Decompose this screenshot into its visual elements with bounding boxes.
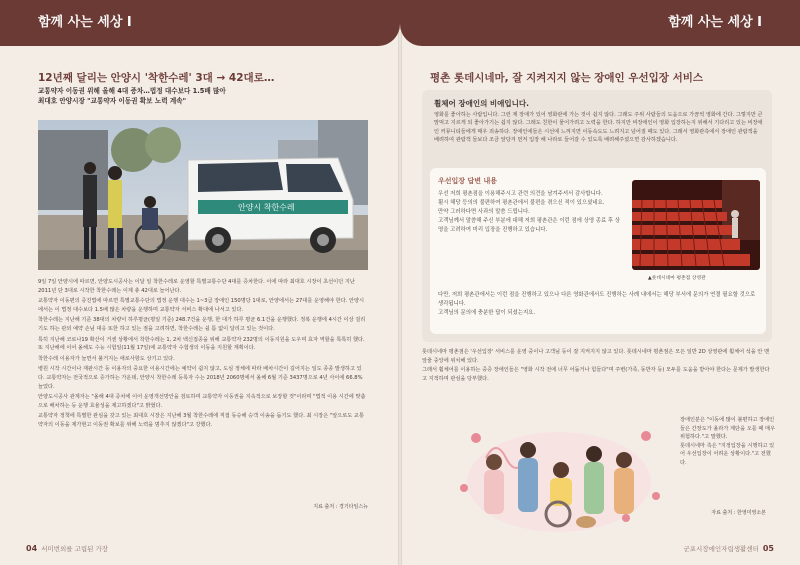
theater-seats-illustration (632, 180, 760, 270)
right-side-paragraph: 장애인분은 "이동에 많이 불편하고 장애인들은 간장도가 올라가 계단을 오를 때 매우 위험하다."고 말했다. (680, 417, 776, 441)
complaint-title: 휠체어 장애인의 비애입니다. (434, 99, 530, 108)
left-subheadline-2: 최대호 안양시장 "교통약자 이동권 확보 노력 계속" (38, 96, 187, 105)
right-side-paragraph: 롯데시네마 측은 "지정입장을 시행하고 있어 우선입장이 어려운 상황이다."고 전했다. (680, 442, 775, 466)
left-headline: 12년째 달리는 안양시 '착한수레' 3대 → 42대로… (38, 72, 275, 84)
right-page-number: 05 (762, 544, 774, 553)
left-article-body (38, 278, 368, 432)
left-paragraph: 9일 7일 안양시에 따르면, 안양도시공사는 이달 일 착한수레로 운영할 특별교통수단 4대를 증차한다. 이에 따라 최대호 시장이 초선이던 지난 2011년 단 3대로 시작한 착한수레는 이제 총 42대로 늘어난다. (38, 279, 355, 294)
wheelchair-van-photo (38, 120, 368, 270)
right-side-text (680, 416, 776, 468)
theater-photo (632, 180, 760, 270)
left-subheadline-1: 교통약자 이동권 위해 올해 4대 증차…법정 대수보다 1.5배 많아 (38, 87, 226, 95)
right-footer-text: 군포시장애인자립생활센터 (683, 545, 759, 553)
right-headline: 평촌 롯데시네마, 잘 지켜지지 않는 장애인 우선입장 서비스 (430, 72, 704, 84)
reply-line: 우선 저희 평촌점을 이용해주시고 관련 의견을 남겨주셔서 감사합니다. (438, 191, 603, 197)
left-paragraph: 교통약자 이동편의 증진법에 따르면 특별교통수단의 법정 운행 대수는 1~3급 장애인 150명당 1대로, 안양에서는 27대를 운영해야 한다. 안양시에서는 이 법정 대수보다 1.5배 많은 차량을 운행하며 교통약자 서비스 확대에 나서고 있다. (38, 298, 365, 313)
left-subheadline (38, 87, 226, 106)
reply-line: 고객님의 문의에 충분한 답이 되셨는지요. (438, 309, 536, 316)
family-illustration (446, 418, 672, 538)
reply-line: 다만, 저희 평촌관에서는 이런 점을 진행하고 있으나 다른 영화관에서도 진행하는 사례 내에서는 해당 부서에 문의가 연결 필요할 것으로 생각됩니다. (438, 292, 756, 307)
left-paragraph: 병원 시작 시간이나 재판시간 등 이용자의 중요한 이용시간에는 예약이 쉽지 않고, 도심 정체에 따라 배차시간이 길어지는 일도 종종 발생하고 있다. 교통약자는 전국적으로 증가하는 가운데, 안양시 착한수레 등록자 수는 2018년 2060명에서 올해 6월 기준 3437명으로 4년 사이에 66.8% 늘었다. (38, 366, 363, 390)
right-page-header: 함께 사는 세상 Ⅰ (400, 0, 800, 46)
left-footer-text: 서미번외를 고립된 가장 (41, 545, 109, 553)
right-page (400, 0, 800, 565)
reply-title: 우선입장 답변 내용 (438, 177, 497, 185)
people-with-wheelchair-illustration (446, 418, 672, 538)
right-footer (684, 544, 775, 553)
right-paragraph: 롯데시네마 평촌점은 '우선입장' 서비스를 운영 중이나 고객님 등이 잘 지켜지지 않고 있다. 롯데시네마 평촌점은 모든 일반 2D 상영관에 휠체어 석을 안 맨 앞줄 중앙에 위치해 있다. (422, 349, 770, 364)
van-illustration (38, 120, 368, 270)
left-page-number: 04 (26, 544, 38, 553)
reply-line: 휠시 해당 등의의 불편하여 평촌관에서 불편을 겪으신 적이 있으셨네요. (438, 199, 605, 206)
left-paragraph: 특히 지난해 코로나19 확산이 거센 상황에서 착한수레는 1, 2차 백신접종을 위해 교통약자 232명의 이동지원을 도우며 효자 역할을 톡톡히 했다. 또 지난해에 이어 올해도 수능 시험일(11월 17일)에 교통약자 수험생의 이동을 지원할 계획이다. (38, 336, 365, 352)
left-page-header: 함께 사는 세상 Ⅰ (0, 0, 400, 46)
left-paragraph: 교통약자 정책에 특별한 관심을 갖고 있는 최대호 시장은 지난해 3월 착한수레에 직접 동승해 승객 이송을 돕기도 했다. 최 시장은 "앞으로도 교통약자의 이동을 제가현고 이동권 확보를 위해 노력을 멈추지 않겠다"고 강했다. (38, 413, 364, 428)
left-paragraph: 착한수레는 지난해 기준 38대의 차량이 하루평균(평일 기준) 248.7건을 운행, 한 대가 하루 평균 6.1건을 운행했다. 정복 운행에 4시간 이상 걸리기도 하는 관외 예약 손님 대응 또한 하고 있는 점을 고려하면, 착한수레는 쉴 틈 없이 달리고 있는 것이다. (38, 317, 366, 332)
left-paragraph: 착한수레 이용자가 늘면서 불거지는 애로사항도 상기고 있다. (38, 355, 175, 362)
complaint-text: 영화를 좋아하는 사람입니다. 그런 제 장애가 있어 영화관에 가는 것이 쉽지 않다. 그래도 주위 사람들의 도움으로 가끔씩 영화에 간다. 그렇지만 큰맘먹고 지르게 되 좋아가기는 쉽지 않다. 그래도 친한이 물어가려고 노력을 한다. 하지만 비장애인이 영화 입장하는지 위해서 기다리고 있는 비장애인 커뮤니티들에게 매우 죄송하다. 장애인에들은 시선에 느껴지면 이동속도도 느려지고 넘어질 때도 있다. 그래서 영화관측에서 장애인 관람객을 배려하여 관람객 들보다 조금 앞당겨 먼저 입장 해 나라로 들어갈 수 있도록 배려해주셨으면 감사하겠습니다. (434, 112, 763, 144)
reply-text-continued (438, 291, 758, 318)
van-side-text: 안양시 착한수레 (238, 203, 295, 212)
reply-line: 고객님께서 말씀해 주신 부분에 대해 저희 평촌관은 이런 점에 상영 종료 후 상영을 고려하여 미리 입장을 진행하고 있습니다. (438, 217, 620, 233)
right-article-body (422, 348, 772, 384)
right-paragraph: 그래서 휠체어를 이용하는 중증 장애인들은 "영화 시작 전에 너무 어둡거나 힘들다"며 주변(가족, 동반자 등) 모두를 도움을 받아야 한다는 문제가 발생한다고 지적하며 관심을 당부했다. (422, 367, 770, 382)
right-source: 자료 출처 : 한영미영소본 (711, 510, 766, 516)
left-paragraph: 안양도시공사 관계자는 "올해 4대 증차에 이어 운영개선방안을 검토하며 교통약자 이동권을 지속적으로 보장할 것"이라며 "법적 이용 시간에 맞춤으로 배차하는 등 운행 효율성을 제고하겠다"고 밝혔다. (38, 394, 366, 409)
left-footer (26, 544, 108, 553)
reply-line: 만약 그러하다면 사과의 말씀 드립니다. (438, 208, 530, 215)
left-source: 지료 출처 : 경기타임스뉴 (313, 504, 368, 510)
reply-text (438, 190, 623, 235)
theater-caption: ▲롯데시네마 평촌점 상영관 (648, 276, 706, 281)
